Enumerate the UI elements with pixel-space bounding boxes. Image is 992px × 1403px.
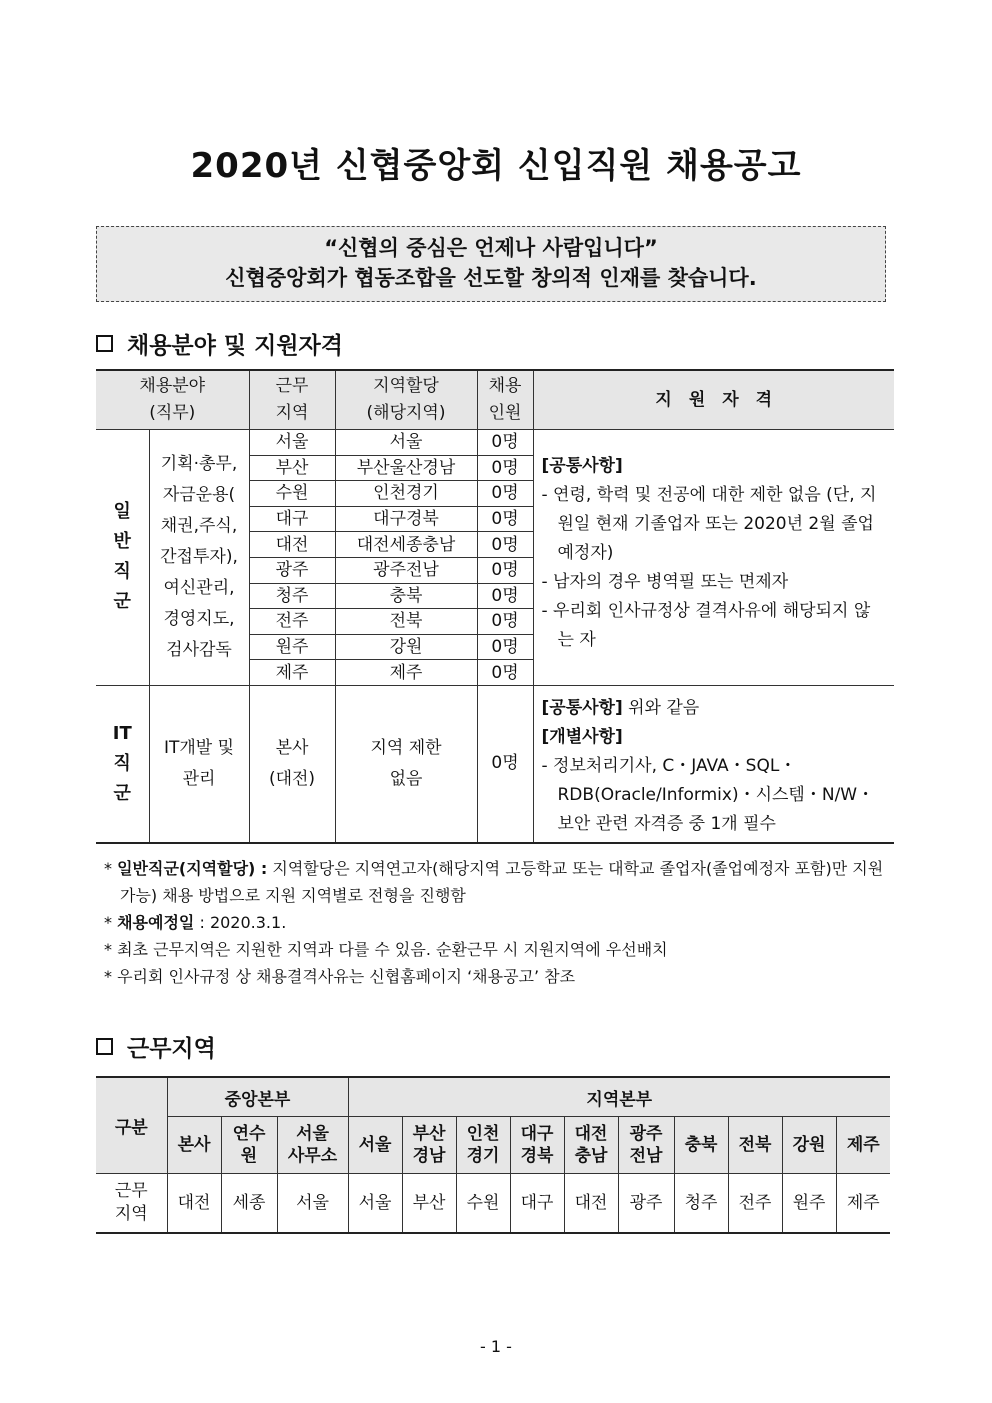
header-col: 충북	[674, 1117, 728, 1174]
location-cell: 서울	[249, 430, 335, 456]
area-cell: 서울	[348, 1174, 402, 1234]
header-col: 대구 경북	[510, 1117, 564, 1174]
regional-cell: 광주전남	[335, 557, 477, 583]
header-col: 광주 전남	[618, 1117, 674, 1174]
header-col: 부산 경남	[402, 1117, 456, 1174]
count-cell: 0명	[477, 557, 533, 583]
note-item: * 일반직군(지역할당) : 지역할당은 지역연고자(해당지역 고등학교 또는 대학교 졸업자(졸업예정자 포함)만 지원 가능) 채용 방법으로 지원 지역별로 전형을 진행함	[104, 859, 884, 905]
header-col: 제주	[836, 1117, 890, 1174]
count-cell: 0명	[477, 430, 533, 456]
header-col: 전북	[728, 1117, 782, 1174]
area-cell: 부산	[402, 1174, 456, 1234]
count-cell: 0명	[477, 532, 533, 558]
area-cell: 제주	[836, 1174, 890, 1234]
location-cell: 원주	[249, 634, 335, 660]
slogan-line-1: “신협의 중심은 언제나 사람입니다”	[324, 236, 658, 260]
header-gubun: 구분	[96, 1077, 167, 1174]
location-cell: 청주	[249, 583, 335, 609]
regional-cell: 인천경기	[335, 481, 477, 507]
header-count: 채용 인원	[477, 370, 533, 430]
page-title: 2020년 신협중앙회 신입직원 채용공고	[190, 146, 802, 186]
area-cell: 광주	[618, 1174, 674, 1234]
header-col: 서울 사무소	[277, 1117, 348, 1174]
count-cell: 0명	[477, 634, 533, 660]
count-it: 0명	[477, 685, 533, 843]
qualification-general	[533, 430, 894, 686]
regional-cell: 제주	[335, 660, 477, 686]
header-field: 채용분야 (직무)	[96, 370, 249, 430]
count-cell: 0명	[477, 455, 533, 481]
location-cell: 전주	[249, 609, 335, 635]
header-hq-group: 중앙본부	[167, 1077, 348, 1117]
slogan-box	[96, 226, 886, 302]
qual-item: - 우리회 인사규정상 결격사유에 해당되지 않는 자	[541, 601, 871, 650]
area-cell: 대전	[564, 1174, 618, 1234]
location-cell: 대전	[249, 532, 335, 558]
count-cell: 0명	[477, 583, 533, 609]
location-cell: 부산	[249, 455, 335, 481]
count-cell: 0명	[477, 506, 533, 532]
section-heading-recruitment	[96, 327, 343, 360]
header-col: 본사	[167, 1117, 221, 1174]
field-general: 기획·총무, 자금운용( 채권,주식, 간접투자), 여신관리, 경영지도, 검사감독	[149, 430, 249, 686]
regional-cell: 강원	[335, 634, 477, 660]
area-cell: 원주	[782, 1174, 836, 1234]
regional-cell: 대전세종충남	[335, 532, 477, 558]
qual-common-head: [공통사항]	[541, 456, 623, 476]
page-number: - 1 -	[480, 1337, 512, 1356]
recruitment-table	[96, 369, 894, 844]
location-cell: 수원	[249, 481, 335, 507]
work-area-table	[96, 1076, 890, 1234]
regional-cell: 전북	[335, 609, 477, 635]
header-col: 강원	[782, 1117, 836, 1174]
area-cell: 전주	[728, 1174, 782, 1234]
header-col: 인천 경기	[456, 1117, 510, 1174]
location-cell: 제주	[249, 660, 335, 686]
header-col: 서울	[348, 1117, 402, 1174]
qual-item: - 연령, 학력 및 전공에 대한 제한 없음 (단, 지원일 현재 기졸업자 또는 2020년 2월 졸업예정자)	[541, 485, 877, 563]
location-cell: 광주	[249, 557, 335, 583]
regional-cell: 서울	[335, 430, 477, 456]
area-cell: 수원	[456, 1174, 510, 1234]
qual-common-text-it: 위와 같음	[622, 697, 700, 718]
header-col: 연수 원	[221, 1117, 277, 1174]
count-cell: 0명	[477, 609, 533, 635]
header-location: 근무 지역	[249, 370, 335, 430]
area-cell: 대구	[510, 1174, 564, 1234]
note-item: * 우리회 인사규정 상 채용결격사유는 신협홈페이지 ‘채용공고’ 참조	[104, 967, 576, 986]
section-heading-text: 채용분야 및 지원자격	[127, 333, 343, 359]
row-label: 근무 지역	[96, 1174, 167, 1234]
regional-it: 지역 제한 없음	[335, 685, 477, 843]
count-cell: 0명	[477, 481, 533, 507]
checkbox-square-icon	[96, 335, 113, 352]
regional-cell: 충북	[335, 583, 477, 609]
header-region-group: 지역본부	[348, 1077, 890, 1117]
header-regional: 지역할당 (해당지역)	[335, 370, 477, 430]
section-heading-text: 근무지역	[127, 1036, 216, 1062]
location-cell: 대구	[249, 506, 335, 532]
area-cell: 서울	[277, 1174, 348, 1234]
group-it: IT 직 군	[96, 685, 149, 843]
qual-indiv-item-it: - 정보처리기사, C・JAVA・SQL・RDB(Oracle/Informix)・시스템・N/W・보안 관련 자격증 중 1개 필수	[541, 755, 875, 834]
qual-item: - 남자의 경우 병역필 또는 면제자	[541, 572, 789, 592]
header-col: 대전 충남	[564, 1117, 618, 1174]
qual-indiv-head-it: [개별사항]	[541, 726, 623, 747]
area-cell: 대전	[167, 1174, 221, 1234]
group-general: 일 반 직 군	[96, 430, 149, 686]
note-item: * 채용예정일 : 2020.3.1.	[104, 913, 287, 932]
header-qualification: 지 원 자 격	[533, 370, 894, 430]
qual-common-head-it: [공통사항]	[541, 697, 623, 718]
checkbox-square-icon	[96, 1038, 113, 1055]
section-heading-work-area	[96, 1030, 216, 1063]
count-cell: 0명	[477, 660, 533, 686]
qualification-it	[533, 685, 894, 843]
field-it: IT개발 및 관리	[149, 685, 249, 843]
note-item: * 최초 근무지역은 지원한 지역과 다를 수 있음. 순환근무 시 지원지역에 우선배치	[104, 940, 668, 959]
notes-list	[104, 855, 894, 990]
location-it: 본사 (대전)	[249, 685, 335, 843]
regional-cell: 대구경북	[335, 506, 477, 532]
slogan-line-2: 신협중앙회가 협동조합을 선도할 창의적 인재를 찾습니다.	[225, 266, 757, 290]
regional-cell: 부산울산경남	[335, 455, 477, 481]
area-cell: 청주	[674, 1174, 728, 1234]
area-cell: 세종	[221, 1174, 277, 1234]
